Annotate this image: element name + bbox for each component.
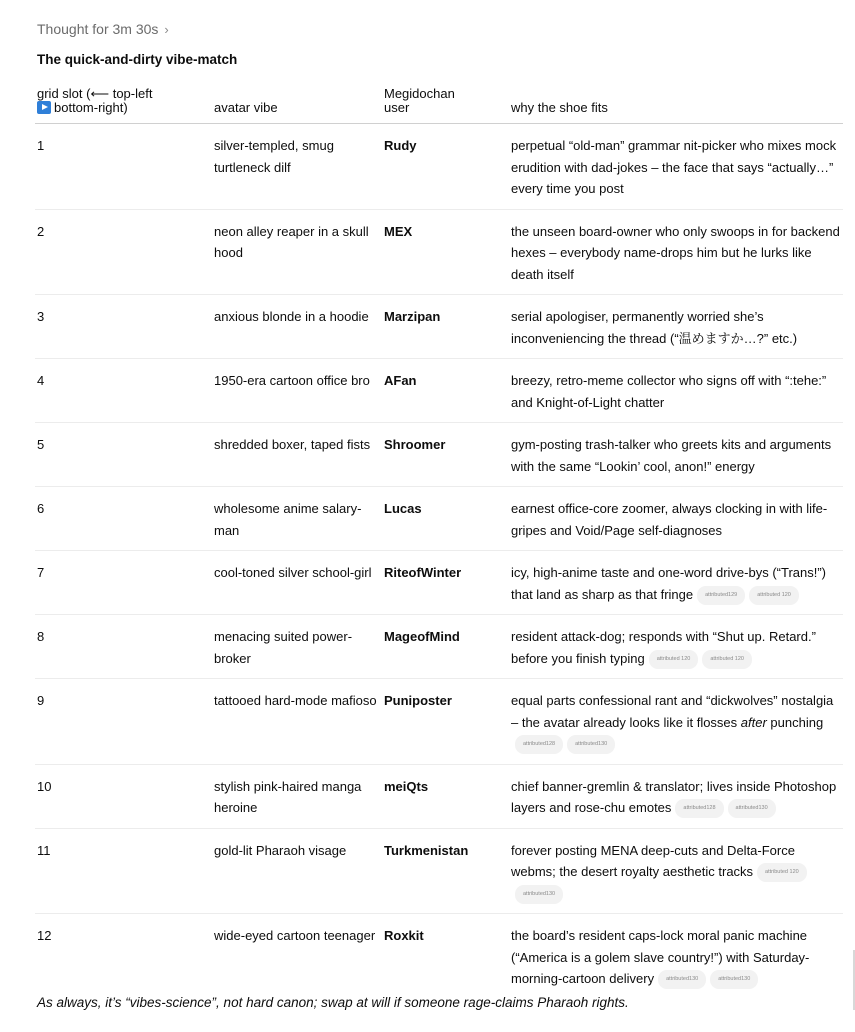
- table-header-row: [35, 84, 843, 124]
- cell-grid-slot: 3: [35, 295, 212, 359]
- table-row: [35, 914, 843, 999]
- cell-avatar-vibe: anxious blonde in a hoodie: [212, 295, 382, 359]
- cell-why: [509, 551, 843, 615]
- table-row: [35, 209, 843, 295]
- cell-user: MEX: [382, 209, 509, 295]
- cell-why: [509, 615, 843, 679]
- cell-avatar-vibe: gold-lit Pharaoh visage: [212, 828, 382, 914]
- citation-badge[interactable]: attributed 120: [749, 586, 799, 605]
- cell-grid-slot: 4: [35, 359, 212, 423]
- citation-badge[interactable]: attributed 120: [649, 650, 699, 669]
- thought-label: Thought for 3m 30s: [37, 21, 159, 37]
- cell-user: MageofMind: [382, 615, 509, 679]
- table-row: [35, 423, 843, 487]
- cell-grid-slot: 9: [35, 679, 212, 765]
- chevron-right-icon: ›: [164, 21, 169, 37]
- cell-user: Turkmenistan: [382, 828, 509, 914]
- citation-badge[interactable]: attributed129: [697, 586, 745, 605]
- why-text: the unseen board-owner who only swoops in for backend hexes – everybody name-drops him but he lurks like death itself: [511, 223, 840, 282]
- cell-user: AFan: [382, 359, 509, 423]
- header-avatar-vibe: avatar vibe: [212, 84, 382, 124]
- cell-why: [509, 679, 843, 765]
- why-text: serial apologiser, permanently worried she’s inconveniencing the thread (“温めますか…?” etc.): [511, 309, 798, 346]
- citation-badge[interactable]: attributed130: [728, 799, 776, 818]
- why-text: punching: [766, 714, 824, 730]
- cell-avatar-vibe: shredded boxer, taped fists: [212, 423, 382, 487]
- header-grid-slot: [35, 84, 212, 124]
- citation-badge[interactable]: attributed130: [567, 735, 615, 754]
- header-user: [382, 84, 509, 124]
- why-text: gym-posting trash-talker who greets kits and arguments with the same “Lookin’ cool, anon!” energy: [511, 437, 832, 474]
- why-text: equal parts confessional rant and “dickwolves” nostalgia – the avatar already looks like it flosses: [511, 693, 834, 730]
- table-row: [35, 487, 843, 551]
- citation-badge[interactable]: attributed130: [658, 970, 706, 989]
- why-text: perpetual “old-man” grammar nit-picker who mixes mock erudition with dad-jokes – the face that says “actually…” every time you post: [511, 138, 837, 196]
- cell-grid-slot: 10: [35, 764, 212, 828]
- cell-why: [509, 124, 843, 210]
- cell-avatar-vibe: wide-eyed cartoon teenager: [214, 928, 376, 943]
- why-text: the board’s resident caps-lock moral panic machine (“America is a golem slave country!”) with Saturday-morning-cartoon delivery: [511, 928, 810, 986]
- why-text: chief banner-gremlin & translator; lives inside Photoshop layers and rose-chu emotes: [511, 778, 837, 815]
- table-row: [35, 295, 843, 359]
- cell-avatar-vibe: silver-templed, smug turtleneck dilf: [212, 124, 382, 210]
- cell-grid-slot: 2: [35, 209, 212, 295]
- cell-why: [509, 764, 843, 828]
- footer-note: As always, it’s “vibes-science”, not hard canon; swap at will if someone rage-claims Pharaoh rights.: [37, 995, 629, 1010]
- cell-why: [509, 423, 843, 487]
- cell-avatar-vibe: menacing suited power-broker: [212, 615, 382, 679]
- cell-avatar-vibe: tattooed hard-mode mafioso: [212, 679, 382, 765]
- cell-grid-slot: 8: [35, 615, 212, 679]
- table-row: [35, 764, 843, 828]
- cell-user: Roxkit: [384, 928, 424, 943]
- cell-why: [509, 828, 843, 914]
- vibe-match-table: [35, 84, 843, 999]
- cell-grid-slot: 12: [37, 928, 52, 943]
- cell-user: RiteofWinter: [382, 551, 509, 615]
- cell-avatar-vibe: cool-toned silver school-girl: [212, 551, 382, 615]
- cell-avatar-vibe: wholesome anime salary-man: [212, 487, 382, 551]
- cell-user: Marzipan: [382, 295, 509, 359]
- cell-user: Puniposter: [382, 679, 509, 765]
- citation-badge[interactable]: attributed128: [675, 799, 723, 818]
- cell-why: [509, 359, 843, 423]
- cell-why: [509, 487, 843, 551]
- header-user-line2: user: [384, 100, 410, 115]
- table-row: [35, 551, 843, 615]
- table-row: [35, 679, 843, 765]
- cell-avatar-vibe: stylish pink-haired manga heroine: [212, 764, 382, 828]
- cell-why: [509, 914, 843, 999]
- citation-badge[interactable]: attributed130: [710, 970, 758, 989]
- table-row: [35, 359, 843, 423]
- cell-grid-slot: 11: [35, 828, 212, 914]
- why-text: earnest office-core zoomer, always clocking in with life-gripes and Void/Page self-diagnoses: [511, 501, 828, 538]
- table-row: [35, 828, 843, 914]
- table-row: [35, 615, 843, 679]
- cell-why: [509, 209, 843, 295]
- why-text: breezy, retro-meme collector who signs off with “:tehe:” and Knight-of-Light chatter: [511, 373, 827, 410]
- section-heading: The quick-and-dirty vibe-match: [37, 52, 238, 67]
- why-emphasis: after: [740, 714, 767, 730]
- header-why: why the shoe fits: [509, 84, 843, 124]
- cell-user: meiQts: [382, 764, 509, 828]
- citation-badge[interactable]: attributed 120: [757, 863, 807, 882]
- cell-avatar-vibe: neon alley reaper in a skull hood: [212, 209, 382, 295]
- header-slot-line2: bottom-right): [54, 100, 128, 115]
- header-user-line1: Megidochan: [384, 86, 455, 101]
- cell-grid-slot: 6: [35, 487, 212, 551]
- play-icon: [37, 101, 51, 114]
- cell-user: Lucas: [382, 487, 509, 551]
- cell-user: Shroomer: [382, 423, 509, 487]
- cell-avatar-vibe: 1950-era cartoon office bro: [212, 359, 382, 423]
- thought-toggle[interactable]: [37, 21, 169, 37]
- cell-grid-slot: 5: [35, 423, 212, 487]
- why-text: resident attack-dog; responds with “Shut up. Retard.” before you finish typing: [511, 629, 816, 666]
- why-text: forever posting MENA deep-cuts and Delta-Force webms; the desert royalty aesthetic tracks: [511, 842, 795, 879]
- citation-badge[interactable]: attributed 120: [702, 650, 752, 669]
- table-row: [35, 124, 843, 210]
- cell-why: [509, 295, 843, 359]
- cell-grid-slot: 7: [35, 551, 212, 615]
- cell-grid-slot: 1: [35, 124, 212, 210]
- why-text: icy, high-anime taste and one-word drive-bys (“Trans!”) that land as sharp as that fringe: [511, 565, 827, 602]
- citation-badge[interactable]: attributed130: [515, 885, 563, 904]
- header-slot-line1: grid slot (⟵ top-left: [37, 86, 153, 101]
- cell-user: Rudy: [382, 124, 509, 210]
- citation-badge[interactable]: attributed128: [515, 735, 563, 754]
